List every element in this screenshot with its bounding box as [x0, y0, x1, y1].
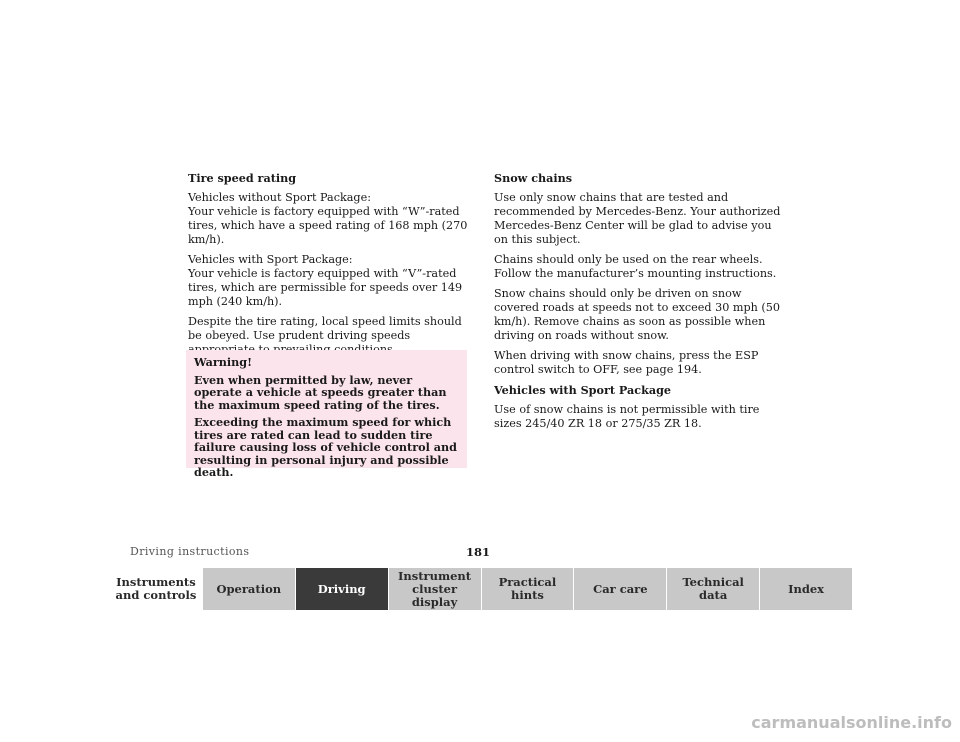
- right-column: [494, 171, 784, 437]
- paragraph: Use only snow chains that are tested and recommended by Mercedes-Benz. Your authorized Mercedes-Benz Center will be glad to advise you on this subject.: [494, 191, 781, 246]
- warning-box: [186, 350, 467, 479]
- sport-package-subheading: Vehicles with Sport Package: [494, 383, 672, 397]
- paragraph-text: Your vehicle is factory equipped with “W”-rated tires, which have a speed rating of 168 mph (270 km/h).: [188, 205, 468, 246]
- paragraph-label: Vehicles without Sport Package:: [188, 191, 371, 204]
- tab-driving[interactable]: Driving: [296, 568, 389, 610]
- tab-instruments-and-controls[interactable]: Instruments and controls: [110, 568, 203, 610]
- paragraph-label: Vehicles with Sport Package:: [188, 253, 353, 266]
- warning-title: Warning!: [194, 355, 252, 369]
- chapter-nav: [110, 568, 852, 610]
- tab-index[interactable]: Index: [760, 568, 852, 610]
- tab-practical-hints[interactable]: Practical hints: [482, 568, 575, 610]
- tire-speed-heading: Tire speed rating: [188, 171, 297, 185]
- snow-chains-heading: Snow chains: [494, 171, 573, 185]
- tab-operation[interactable]: Operation: [203, 568, 296, 610]
- section-label: Driving instructions: [130, 545, 250, 558]
- paragraph: [188, 253, 473, 309]
- tab-instrument-cluster-display[interactable]: Instrument cluster display: [389, 568, 482, 610]
- paragraph: Snow chains should only be driven on snow covered roads at speeds not to exceed 30 mph (50 km/h). Remove chains as soon as possible when driving on roads without snow.: [494, 287, 781, 342]
- paragraph: Use of snow chains is not permissible with tire sizes 245/40 ZR 18 or 275/35 ZR 18.: [494, 403, 760, 430]
- paragraph: When driving with snow chains, press the ESP control switch to OFF, see page 194.: [494, 349, 759, 376]
- tab-car-care[interactable]: Car care: [574, 568, 667, 610]
- warning-text: Exceeding the maximum speed for which tires are rated can lead to sudden tire failure causing loss of vehicle control and resulting in personal injury and possible death.: [194, 415, 457, 479]
- tab-technical-data[interactable]: Technical data: [667, 568, 760, 610]
- left-column: [188, 171, 473, 363]
- warning-text: Even when permitted by law, never operate a vehicle at speeds greater than the maximum speed rating of the tires.: [194, 372, 447, 412]
- paragraph-text: Your vehicle is factory equipped with “V”-rated tires, which are permissible for speeds over 149 mph (240 km/h).: [188, 267, 463, 308]
- paragraph: [188, 191, 473, 247]
- paragraph: Chains should only be used on the rear wheels. Follow the manufacturer’s mounting instructions.: [494, 253, 777, 280]
- page-number: 181: [466, 545, 491, 559]
- watermark: carmanualsonline.info: [751, 713, 952, 732]
- paragraph: Despite the tire rating, local speed limits should be obeyed. Use prudent driving speeds: [188, 315, 462, 342]
